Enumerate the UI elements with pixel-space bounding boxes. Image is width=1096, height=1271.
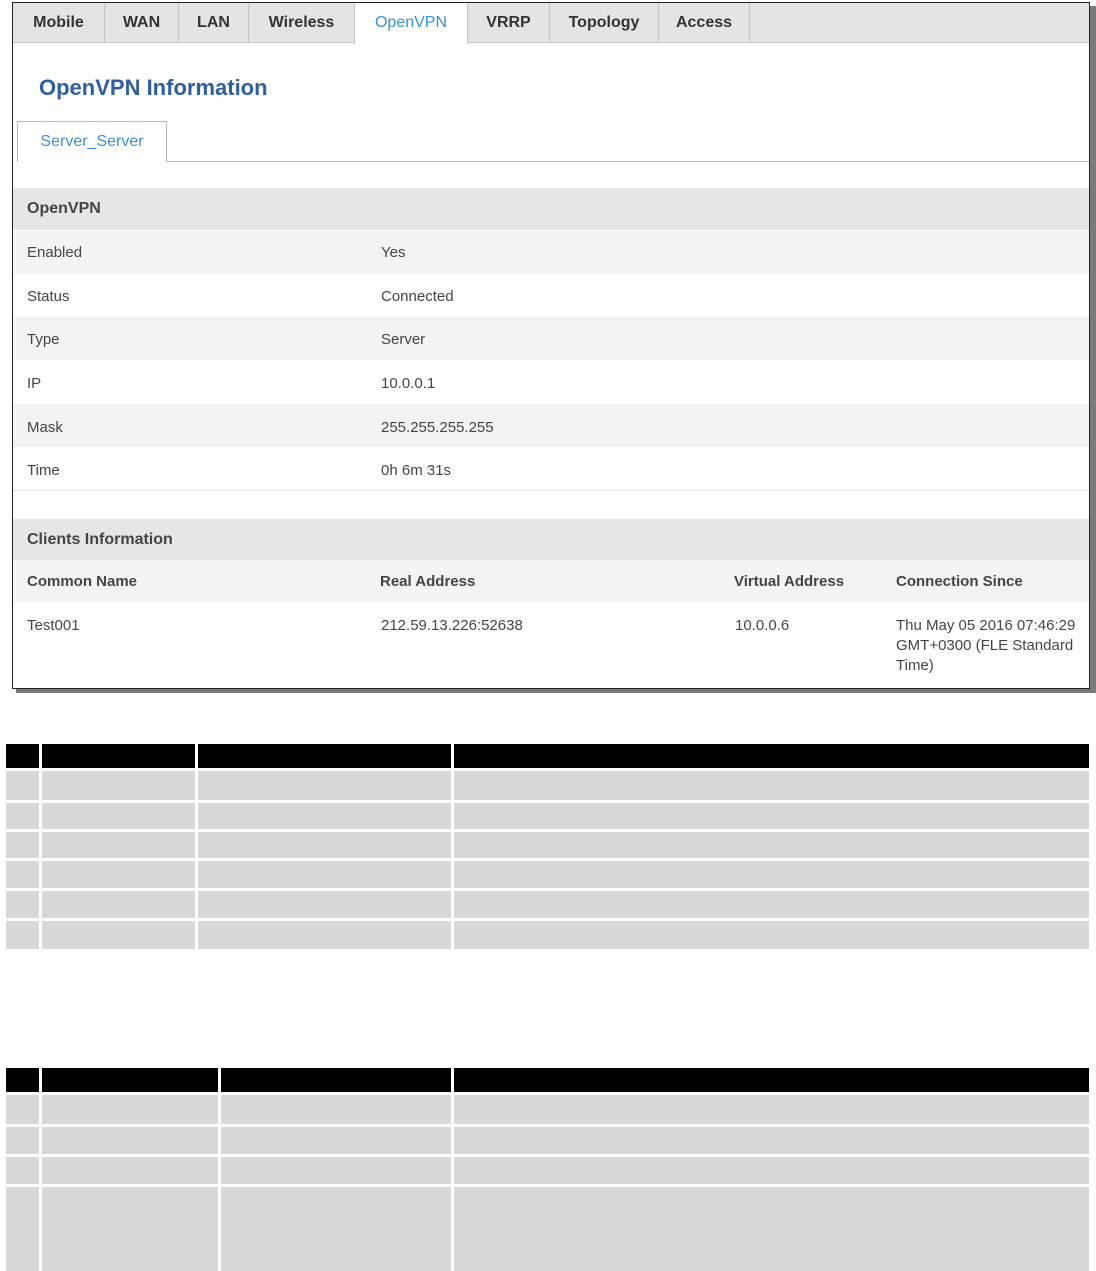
row-value: Yes — [381, 244, 406, 261]
table1-col-sep — [195, 744, 198, 949]
tab-wireless[interactable]: Wireless — [249, 3, 355, 43]
col-virtual-address: Virtual Address — [734, 573, 845, 590]
tab-openvpn[interactable]: OpenVPN — [354, 3, 468, 44]
client-since-line2: GMT+0300 (FLE Standard — [896, 637, 1074, 654]
clients-header-label: Clients Information — [27, 531, 173, 548]
tab-mobile[interactable]: Mobile — [13, 3, 105, 43]
client-virtual-address: 10.0.0.6 — [735, 617, 790, 634]
info-row-status — [13, 274, 1089, 317]
client-since-line1: Thu May 05 2016 07:46:29 — [896, 617, 1076, 634]
table1-row-sep — [6, 858, 1089, 861]
row-value: Connected — [381, 288, 454, 305]
row-label: IP — [27, 375, 42, 392]
info-row-type — [13, 317, 1089, 360]
table1-row-sep — [6, 888, 1089, 891]
col-real-address: Real Address — [380, 573, 476, 590]
frame-shadow-bottom — [16, 689, 1096, 693]
row-value: 0h 6m 31s — [381, 462, 452, 479]
row-label: Mask — [27, 419, 63, 436]
table2-col-sep — [451, 1068, 454, 1271]
table1-row-sep — [6, 829, 1089, 832]
row-label: Enabled — [27, 244, 83, 261]
table1-row-sep — [6, 918, 1089, 921]
page-title: OpenVPN Information — [39, 75, 268, 100]
info-row-time — [13, 447, 1089, 491]
client-common-name: Test001 — [27, 617, 80, 634]
table1-row-sep — [6, 800, 1089, 803]
row-label: Status — [27, 288, 70, 305]
table2-row-sep — [6, 1184, 1089, 1187]
table2-row-sep — [6, 1124, 1089, 1127]
table2-body — [6, 1095, 1089, 1271]
row-value: 255.255.255.255 — [381, 419, 494, 436]
row-value: Server — [381, 331, 426, 348]
row-value: 10.0.0.1 — [381, 375, 436, 392]
openvpn-section-header — [13, 188, 1089, 230]
tab-wan[interactable]: WAN — [105, 3, 179, 43]
tab-topology[interactable]: Topology — [550, 3, 659, 43]
info-row-ip — [13, 360, 1089, 404]
table1-header — [6, 744, 1089, 768]
table2-col-sep — [218, 1068, 221, 1271]
info-row-enabled — [13, 231, 1089, 274]
row-label: Time — [27, 462, 60, 479]
client-row — [13, 602, 1089, 688]
top-nav — [13, 3, 1089, 43]
clients-section-header — [13, 519, 1089, 560]
table2-col-sep — [39, 1068, 42, 1271]
frame-shadow-right — [1090, 6, 1096, 692]
col-common-name: Common Name — [27, 573, 138, 590]
screenshot-frame — [12, 2, 1090, 689]
table1-col-sep — [39, 744, 42, 949]
table2-row-sep — [6, 1154, 1089, 1157]
tab-access[interactable]: Access — [659, 3, 750, 43]
client-since-line3: Time) — [896, 657, 934, 674]
openvpn-header-label: OpenVPN — [27, 200, 101, 217]
col-connection-since: Connection Since — [896, 573, 1023, 590]
client-real-address: 212.59.13.226:52638 — [381, 617, 523, 634]
table2-header — [6, 1068, 1089, 1092]
table1-col-sep — [451, 744, 454, 949]
subtab-divider — [17, 161, 1089, 162]
tab-vrrp[interactable]: VRRP — [468, 3, 550, 43]
info-row-mask — [13, 404, 1089, 447]
tab-lan[interactable]: LAN — [179, 3, 249, 43]
clients-columns-header — [13, 560, 1089, 602]
row-label: Type — [27, 331, 60, 348]
subtab-server[interactable]: Server_Server — [17, 121, 167, 162]
